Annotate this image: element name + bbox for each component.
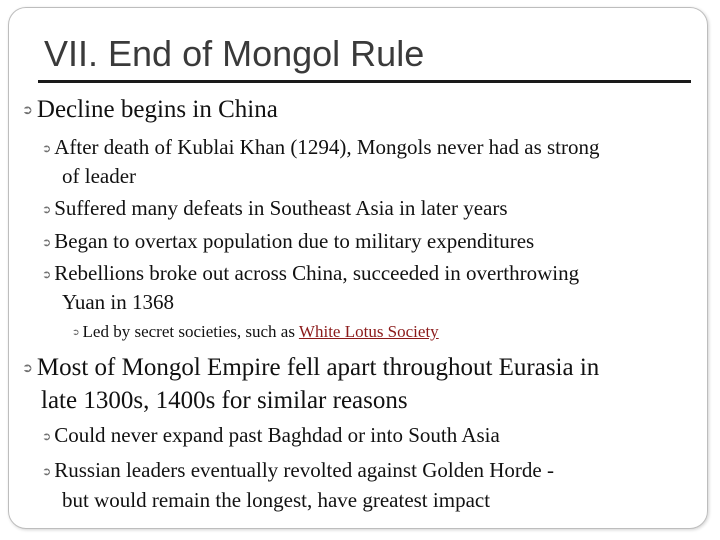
sub-bullet-russian [42, 456, 554, 486]
arrow-bullet-icon: ➲ [22, 361, 33, 376]
bullet-text: Suffered many defeats in Southeast Asia in later years [54, 196, 508, 220]
bullet-text: After death of Kublai Khan (1294), Mongols never had as strong [54, 135, 600, 159]
sub-bullet-russian-cont: but would remain the longest, have greatest impact [62, 488, 491, 512]
white-lotus-link[interactable]: White Lotus Society [298, 322, 439, 341]
arrow-bullet-icon: ➲ [42, 236, 52, 249]
bullet-decline-china [22, 95, 278, 126]
sub-bullet-baghdad [42, 421, 500, 451]
title-underline [38, 80, 691, 83]
sub-bullet-kublai-cont: of leader [62, 164, 137, 188]
bullet-empire-fell [22, 353, 599, 384]
slide-title: VII. End of Mongol Rule [44, 33, 425, 74]
bullet-text: Rebellions broke out across China, succeeded in overthrowing [54, 261, 580, 285]
bullet-text: Began to overtax population due to military expenditures [54, 229, 535, 253]
bullet-empire-fell-cont: late 1300s, 1400s for similar reasons [41, 387, 408, 414]
arrow-bullet-icon: ➲ [42, 203, 52, 216]
arrow-bullet-icon: ➲ [42, 142, 52, 155]
arrow-bullet-icon: ➲ [42, 268, 52, 281]
arrow-bullet-icon: ➲ [42, 430, 52, 443]
arrow-bullet-icon: ➲ [72, 328, 80, 338]
sub-bullet-rebellions [42, 259, 579, 289]
bullet-text: Russian leaders eventually revolted against Golden Horde - [54, 458, 554, 482]
sub-bullet-rebellions-cont: Yuan in 1368 [62, 290, 174, 314]
bullet-text: Led by secret societies, such as [82, 322, 299, 341]
bullet-text: Decline begins in China [36, 96, 278, 123]
sub-sub-bullet-secret-societies [72, 321, 439, 344]
bullet-text: Could never expand past Baghdad or into South Asia [54, 423, 500, 447]
sub-bullet-defeats [42, 194, 508, 224]
sub-bullet-kublai [42, 133, 600, 163]
arrow-bullet-icon: ➲ [22, 103, 33, 118]
sub-bullet-overtax [42, 227, 534, 257]
arrow-bullet-icon: ➲ [42, 465, 52, 478]
bullet-text: Most of Mongol Empire fell apart throughout Eurasia in [36, 354, 600, 381]
